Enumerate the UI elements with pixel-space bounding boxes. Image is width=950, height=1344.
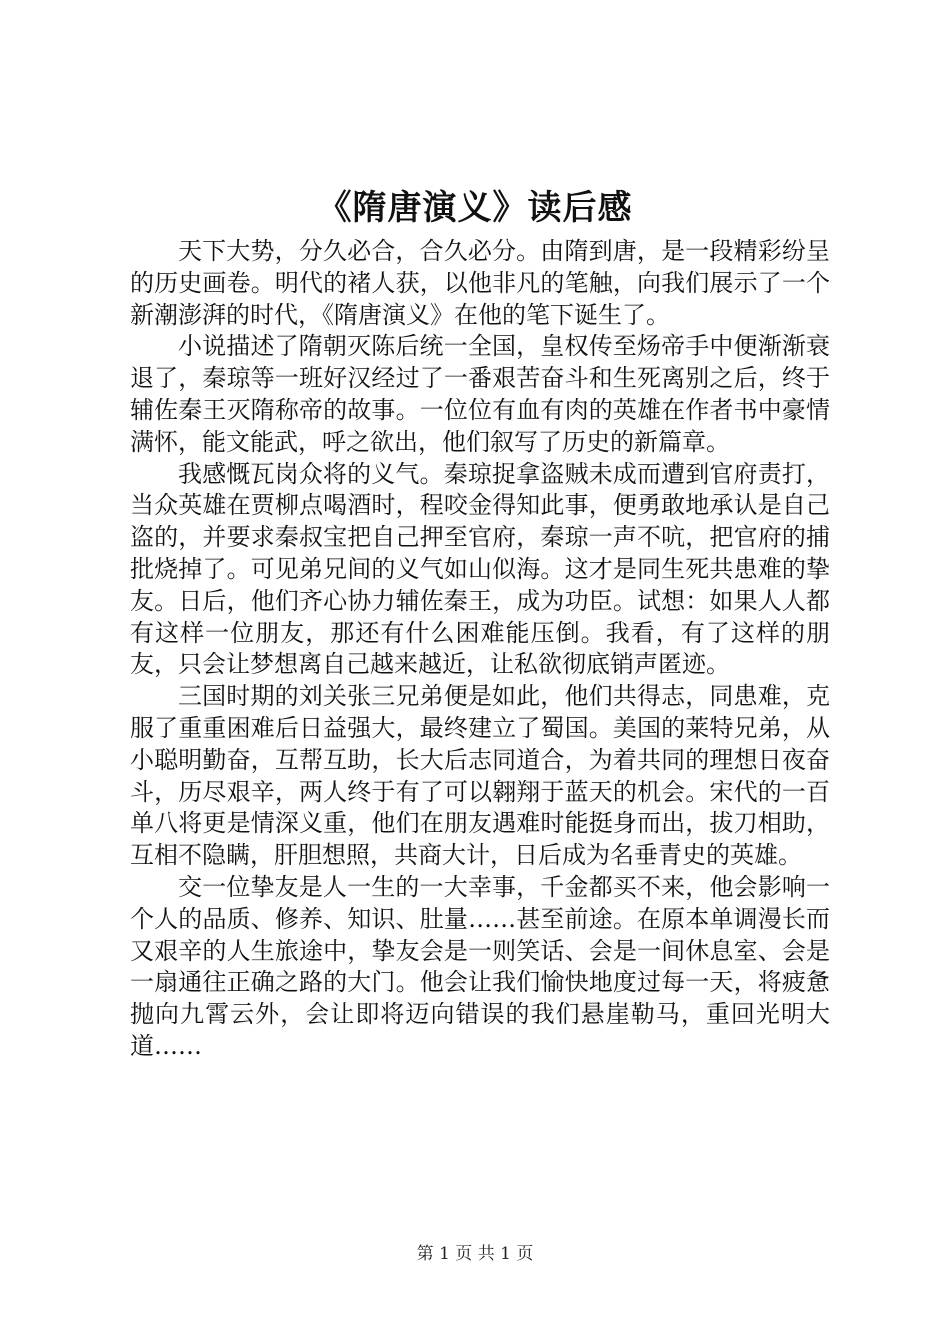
paragraph-5: 交一位挚友是人一生的一大幸事，千金都买不来，他会影响一个人的品质、修养、知识、肚量……甚至前途。在原本单调漫长而又艰辛的人生旅途中，挚友会是一则笑话、会是一间休息室、会是一扇通往正确之路的大门。他会让我们愉快地度过每一天，将疲惫抛向九霄云外，会让即将迈向错误的我们悬崖勒马，重回光明大道…… (130, 872, 830, 1060)
paragraph-3: 我感慨瓦岗众将的义气。秦琼捉拿盗贼未成而遭到官府责打，当众英雄在贾柳点喝酒时，程咬金得知此事，便勇敢地承认是自己盗的，并要求秦叔宝把自己押至官府，秦琼一声不吭，把官府的捕批烧掉了。可见弟兄间的义气如山似海。这才是同生死共患难的挚友。日后，他们齐心协力辅佐秦王，成为功臣。试想：如果人人都有这样一位朋友，那还有什么困难能压倒。我看，有了这样的朋友，只会让梦想离自己越来越近，让私欲彻底销声匿迹。 (130, 459, 830, 679)
page-number-footer: 第 1 页 共 1 页 (416, 1244, 534, 1264)
paragraph-1: 天下大势，分久必合，合久必分。由隋到唐，是一段精彩纷呈的历史画卷。明代的褚人获，以他非凡的笔触，向我们展示了一个新潮澎湃的时代，《隋唐演义》在他的笔下诞生了。 (130, 237, 830, 329)
paragraph-2: 小说描述了隋朝灭陈后统一全国，皇权传至炀帝手中便渐渐衰退了，秦琼等一班好汉经过了一番艰苦奋斗和生死离别之后，终于辅佐秦王灭隋称帝的故事。一位位有血有肉的英雄在作者书中豪情满怀，能文能武，呼之欲出，他们叙写了历史的新篇章。 (130, 332, 830, 456)
paragraph-4: 三国时期的刘关张三兄弟便是如此，他们共得志，同患难，克服了重重困难后日益强大，最终建立了蜀国。美国的莱特兄弟，从小聪明勤奋，互帮互助，长大后志同道合，为着共同的理想日夜奋斗，历尽艰辛，两人终于有了可以翱翔于蓝天的机会。宋代的一百单八将更是情深义重，他们在朋友遇难时能挺身而出，拔刀相助，互相不隐瞒，肝胆想照，共商大计，日后成为名垂青史的英雄。 (130, 682, 830, 870)
document-body (130, 236, 830, 1063)
document-title: 《隋唐演义》读后感 (317, 188, 633, 228)
